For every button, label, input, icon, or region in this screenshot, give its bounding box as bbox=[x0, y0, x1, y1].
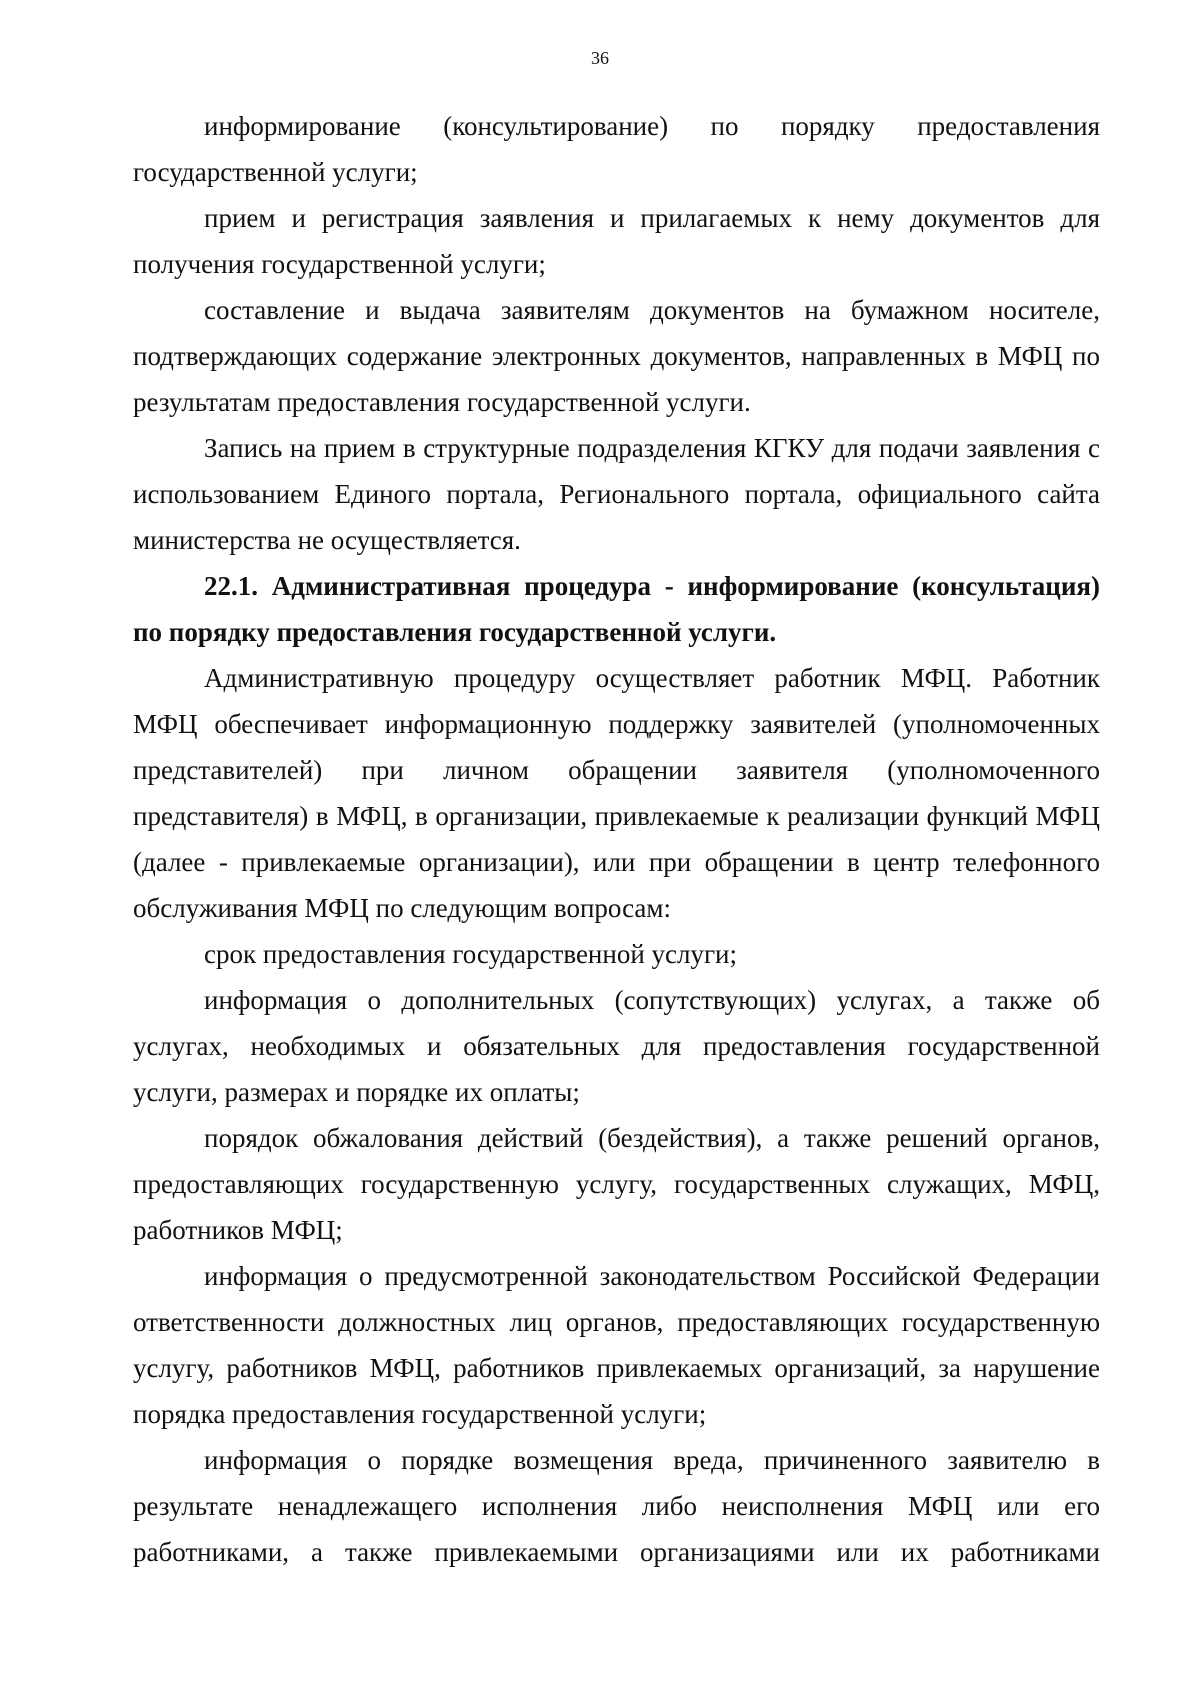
procedure-description: Административную процедуру осуществляет работник МФЦ. Работник МФЦ обеспечивает информационную поддержку заявителей (уполномоченных представителей) при личном обращении заявителя (уполномоченного представителя) в МФЦ, в организации, привлекаемые к реализации функций МФЦ (далее - привлекаемые организации), или при обращении в центр телефонного обслуживания МФЦ по следующим вопросам: bbox=[133, 663, 1100, 923]
question-compensation: информация о порядке возмещения вреда, причиненного заявителю в результате ненадлежащего исполнения либо неисполнения МФЦ или его работниками, а также привлекаемыми организациями или их работниками bbox=[133, 1445, 1100, 1567]
question-term: срок предоставления государственной услуги; bbox=[204, 939, 738, 969]
list-item-informing: информирование (консультирование) по порядку предоставления государственной услуги; bbox=[133, 111, 1100, 187]
question-additional-services: информация о дополнительных (сопутствующих) услугах, а также об услугах, необходимых и обязательных для предоставления государственной услуги, размерах и порядке их оплаты; bbox=[133, 985, 1100, 1107]
document-body bbox=[133, 103, 1100, 1575]
section-heading: 22.1. Административная процедура - информирование (консультация) по порядку предоставления государственной услуги. bbox=[133, 571, 1100, 647]
question-responsibility: информация о предусмотренной законодательством Российской Федерации ответственности должностных лиц органов, предоставляющих государственную услугу, работников МФЦ, работников привлекаемых организаций, за нарушение порядка предоставления государственной услуги; bbox=[133, 1261, 1100, 1429]
question-appeal-procedure: порядок обжалования действий (бездействия), а также решений органов, предоставляющих государственную услугу, государственных служащих, МФЦ, работников МФЦ; bbox=[133, 1123, 1100, 1245]
page-number: 36 bbox=[591, 48, 609, 68]
list-item-reception: прием и регистрация заявления и прилагаемых к нему документов для получения государственной услуги; bbox=[133, 203, 1100, 279]
appointment-note: Запись на прием в структурные подразделения КГКУ для подачи заявления с использованием Единого портала, Регионального портала, официального сайта министерства не осуществляется. bbox=[133, 433, 1100, 555]
list-item-issuance: составление и выдача заявителям документов на бумажном носителе, подтверждающих содержание электронных документов, направленных в МФЦ по результатам предоставления государственной услуги. bbox=[133, 295, 1100, 417]
